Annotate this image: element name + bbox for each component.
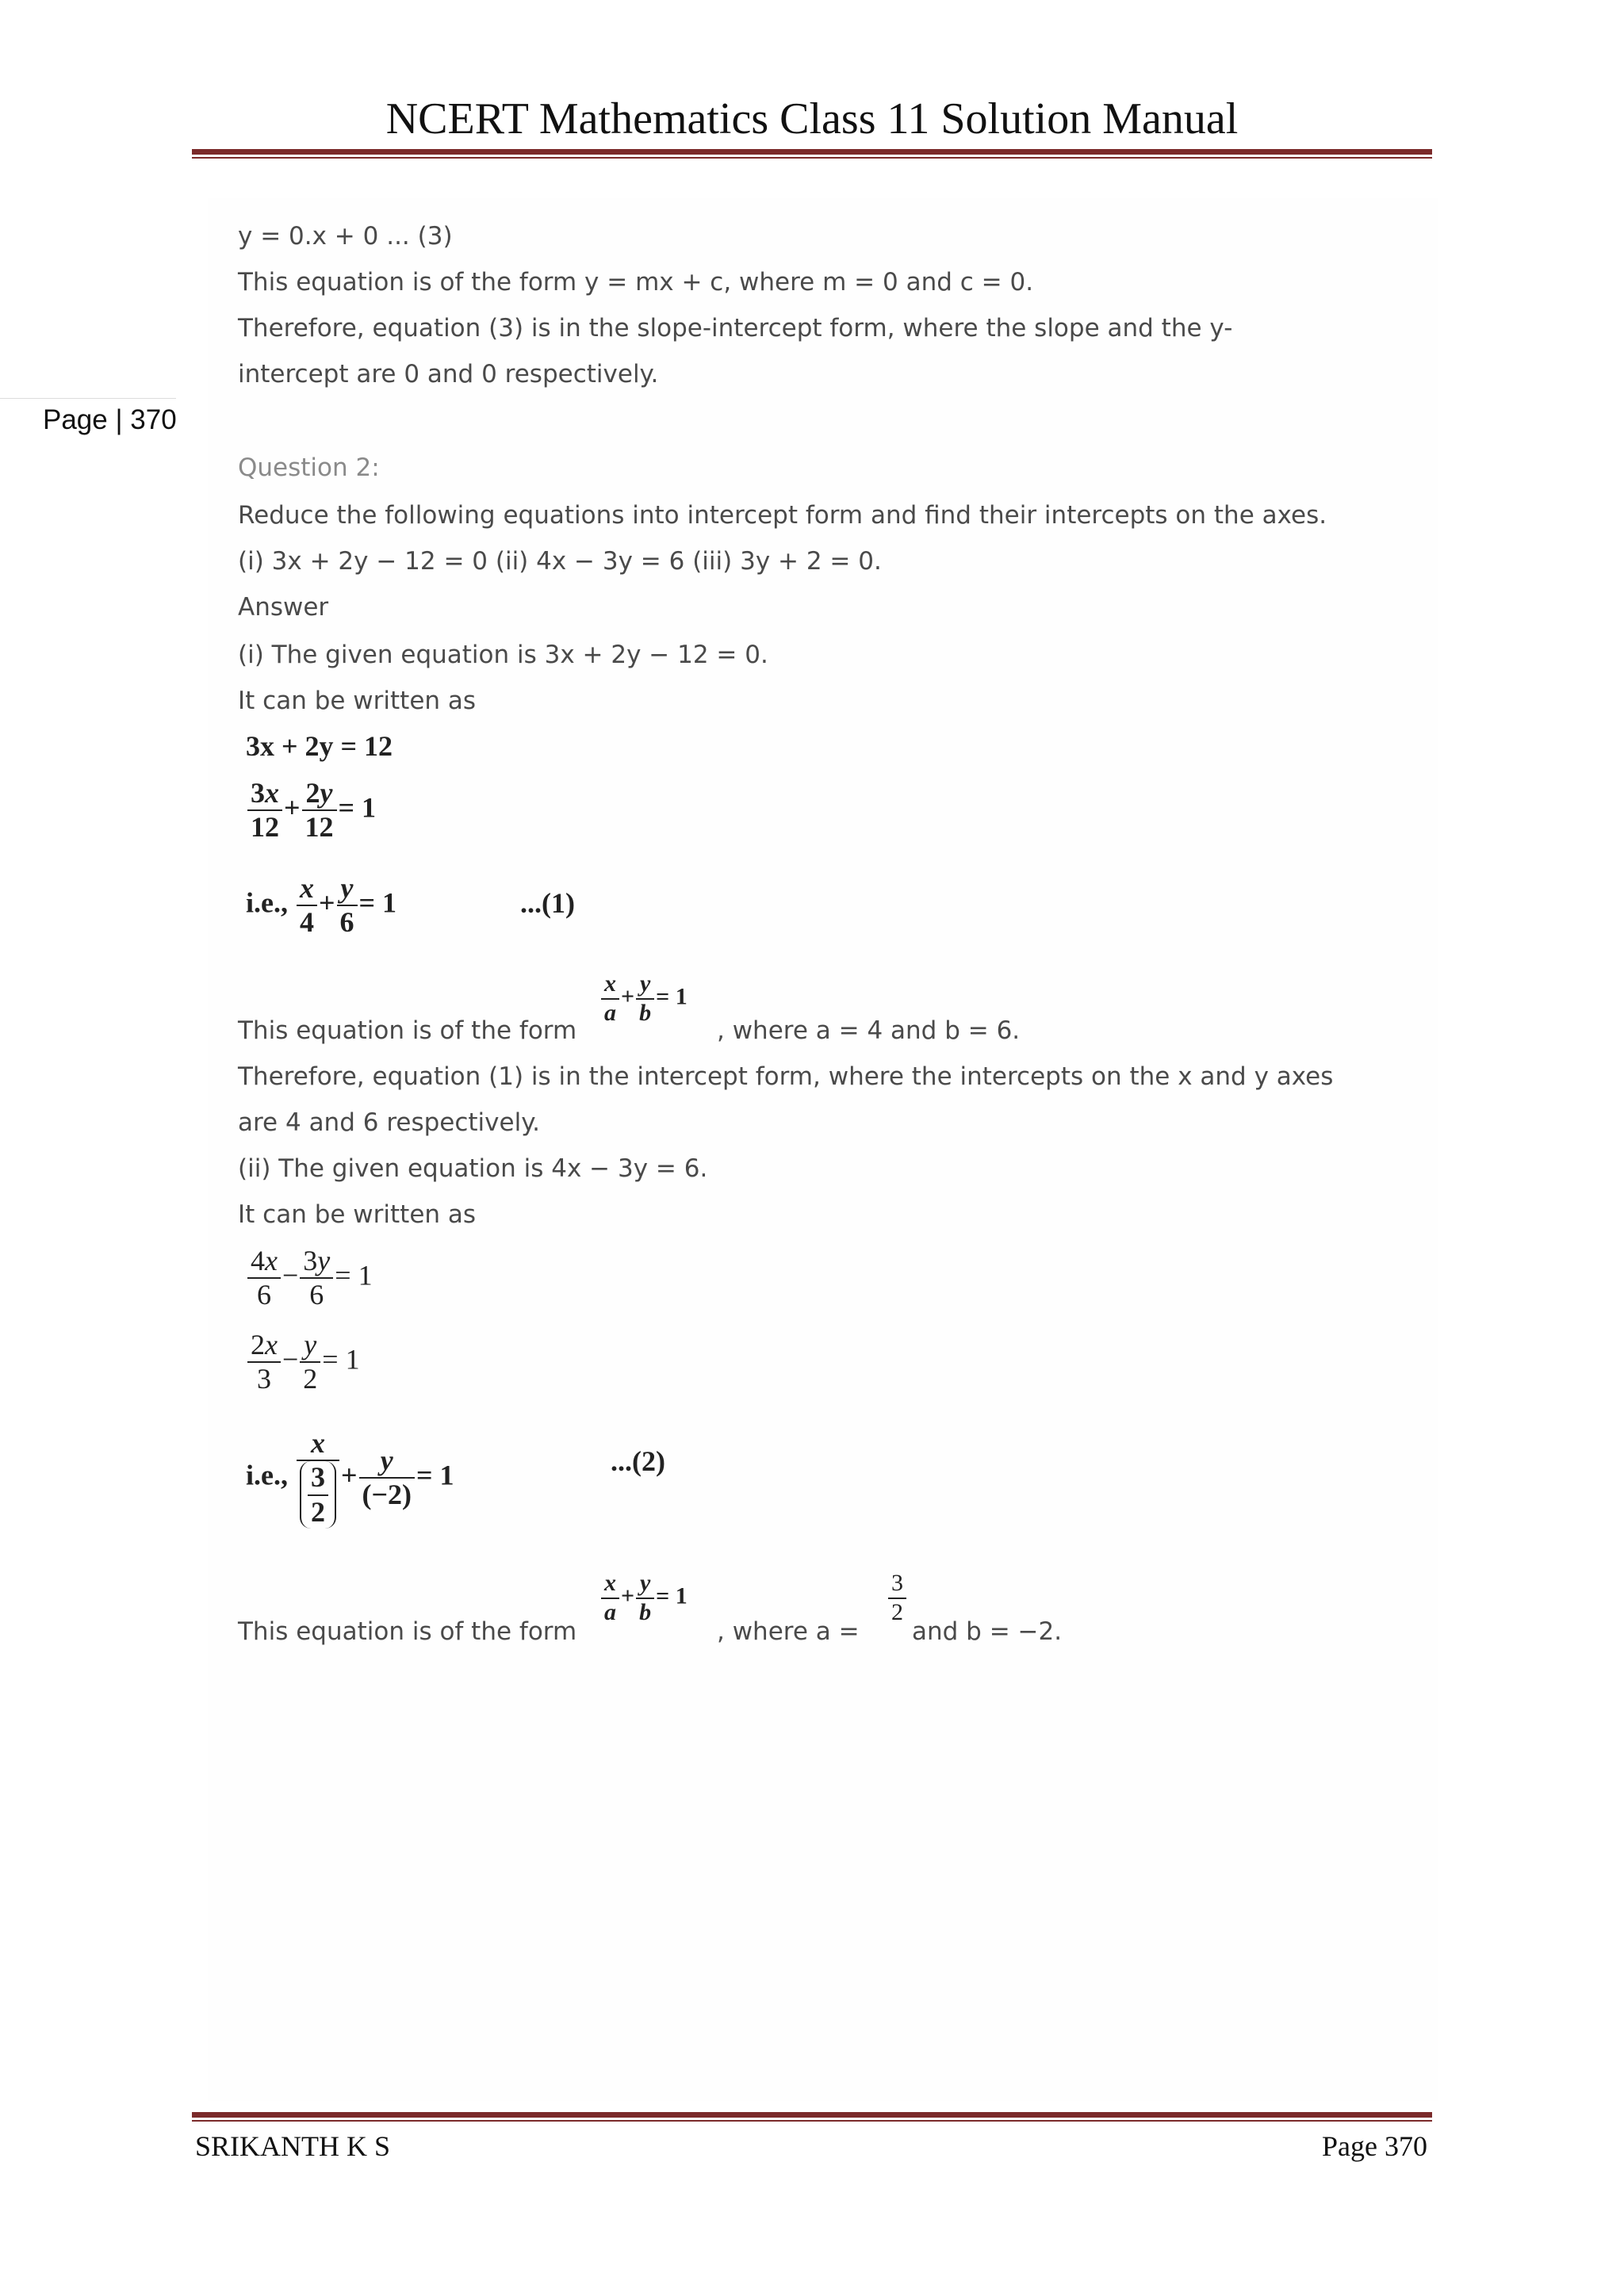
intercept-form-formula: $\frac{x}{a}$ + $\frac{y}{b}$ = 1 [599, 1570, 688, 1626]
equation-tag-2: ...(2) [611, 1445, 665, 1477]
text-line-equation-3: y = 0.x + 0 ... (3) [238, 222, 453, 251]
header-rule [192, 149, 1432, 159]
text-line: are 4 and 6 respectively. [238, 1108, 540, 1137]
scanned-content-area [208, 198, 1438, 2101]
footer-author: SRIKANTH K S [195, 2130, 391, 2162]
form-statement-1-values: , where a = 4 and b = 6. [717, 1016, 1021, 1045]
equation-step-2: $\frac{3x}{12}$ + $\frac{2y}{12}$ = 1 [246, 777, 376, 844]
value-a-fraction: $\frac{3}{2}$ [887, 1570, 908, 1626]
footer-rule [192, 2112, 1432, 2122]
ie-label: i.e., [246, 886, 288, 919]
question-text: Reduce the following equations into intercept form and find their intercepts on the axes. [238, 501, 1327, 530]
margin-divider [0, 398, 176, 399]
form-statement-2-mid: , where a = [717, 1617, 860, 1646]
text-line: This equation is of the form y = mx + c, where m = 0 and c = 0. [238, 268, 1034, 297]
text-line: It can be written as [238, 1200, 477, 1229]
page-header-title: NCERT Mathematics Class 11 Solution Manual [385, 94, 1239, 144]
form-statement-1: This equation is of the form [238, 1016, 577, 1045]
equation-step-1: 3x + 2y = 12 [246, 730, 393, 762]
text-line: Therefore, equation (3) is in the slope-intercept form, where the slope and the y- [238, 314, 1233, 342]
text-line: (ii) The given equation is 4x − 3y = 6. [238, 1154, 708, 1183]
question-heading: Question 2: [238, 453, 380, 482]
side-page-number: Page | 370 [43, 404, 177, 435]
equation-step-4: $\frac{4x}{6}$ − $\frac{3y}{6}$ = 1 [246, 1245, 373, 1312]
text-line: intercept are 0 and 0 respectively. [238, 360, 659, 388]
text-line: Therefore, equation (1) is in the intercept form, where the intercepts on the x and y axes [238, 1062, 1334, 1091]
ie-label: i.e., [246, 1459, 288, 1491]
form-statement-2-post: and b = −2. [912, 1617, 1063, 1646]
equation-step-3: i.e., $\frac{x}{4}$ + $\frac{y}{6}$ = 1 [246, 872, 397, 939]
answer-label: Answer [238, 593, 329, 622]
equation-step-6: i.e., $\frac{x}{\frac{3}{2}}$ + $\frac{y}{(-2)}$ = 1 [246, 1427, 454, 1528]
intercept-form-formula: $\frac{x}{a}$ + $\frac{y}{b}$ = 1 [599, 970, 688, 1027]
footer-page-number: Page 370 [1322, 2130, 1427, 2162]
answer-line: (i) The given equation is 3x + 2y − 12 = 0. [238, 641, 768, 669]
equation-step-5: $\frac{2x}{3}$ − $\frac{y}{2}$ = 1 [246, 1329, 360, 1396]
equation-tag-1: ...(1) [520, 887, 575, 919]
answer-line: It can be written as [238, 687, 477, 715]
question-parts: (i) 3x + 2y − 12 = 0 (ii) 4x − 3y = 6 (iii) 3y + 2 = 0. [238, 547, 882, 576]
form-statement-2: This equation is of the form [238, 1617, 577, 1646]
